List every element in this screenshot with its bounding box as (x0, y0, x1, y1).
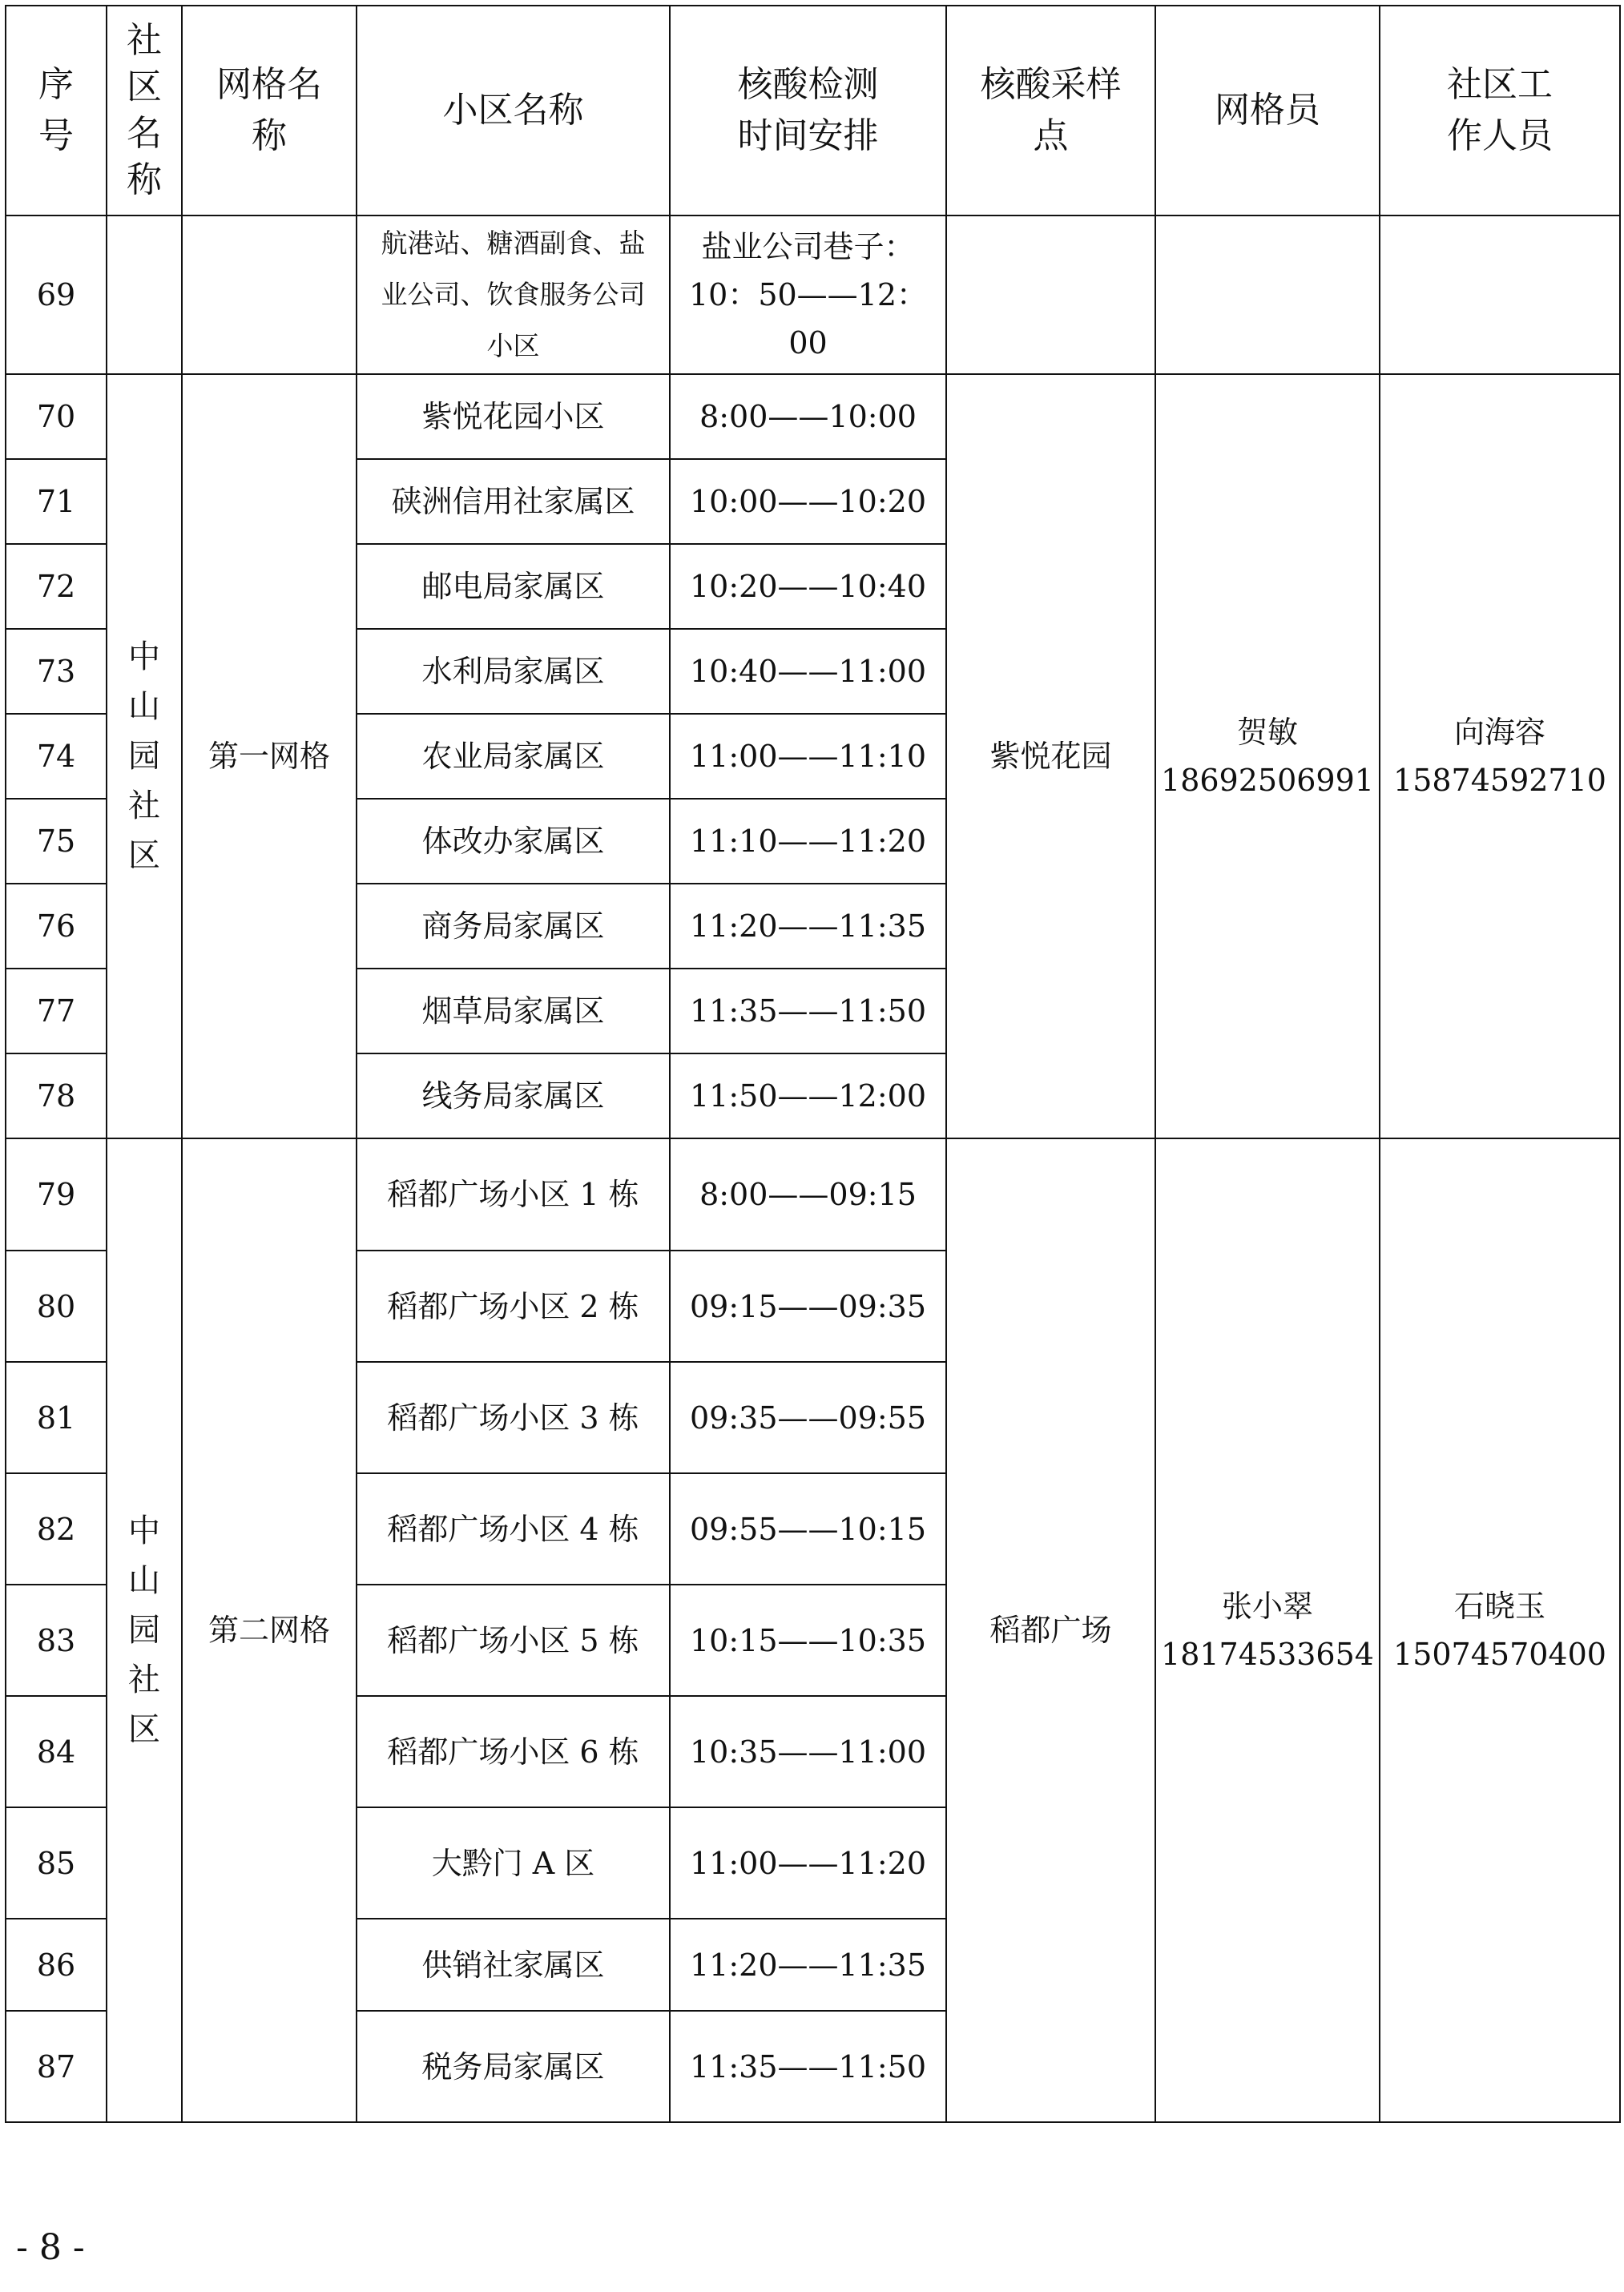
time-cell: 8:00——09:15 (670, 1138, 946, 1251)
schedule-table (5, 5, 1621, 2123)
header-row (6, 6, 1620, 216)
time-cell: 10:15——10:35 (670, 1585, 946, 1696)
seq-cell: 82 (6, 1473, 107, 1585)
time-cell: 09:55——10:15 (670, 1473, 946, 1585)
grid-cell: 第一网格 (182, 374, 357, 1138)
seq-cell: 74 (6, 714, 107, 799)
estate-cell: 水利局家属区 (357, 629, 670, 714)
time-cell: 10:20——10:40 (670, 544, 946, 629)
header-staff: 社区工 作人员 (1380, 6, 1620, 216)
estate-cell: 烟草局家属区 (357, 969, 670, 1053)
site-cell (946, 216, 1155, 374)
table-row (6, 374, 1620, 459)
estate-cell: 稻都广场小区 6 栋 (357, 1696, 670, 1807)
seq-cell: 81 (6, 1362, 107, 1473)
time-cell: 09:15——09:35 (670, 1251, 946, 1362)
time-cell: 11:50——12:00 (670, 1053, 946, 1138)
estate-cell: 紫悦花园小区 (357, 374, 670, 459)
seq-cell: 70 (6, 374, 107, 459)
estate-cell: 农业局家属区 (357, 714, 670, 799)
time-cell: 10:00——10:20 (670, 459, 946, 544)
estate-cell: 邮电局家属区 (357, 544, 670, 629)
gridworker-cell (1155, 216, 1380, 374)
staff-cell: 向海容 15874592710 (1380, 374, 1620, 1138)
time-cell: 10:40——11:00 (670, 629, 946, 714)
header-community: 社 区 名 称 (107, 6, 182, 216)
time-cell: 11:00——11:20 (670, 1807, 946, 1919)
estate-cell: 航港站、糖酒副食、盐 业公司、饮食服务公司 小区 (357, 216, 670, 374)
estate-cell: 线务局家属区 (357, 1053, 670, 1138)
estate-cell: 税务局家属区 (357, 2011, 670, 2122)
header-time: 核酸检测 时间安排 (670, 6, 946, 216)
time-cell: 11:35——11:50 (670, 969, 946, 1053)
header-site: 核酸采样 点 (946, 6, 1155, 216)
seq-cell: 76 (6, 884, 107, 969)
estate-cell: 稻都广场小区 5 栋 (357, 1585, 670, 1696)
seq-cell: 80 (6, 1251, 107, 1362)
seq-cell: 71 (6, 459, 107, 544)
header-grid: 网格名 称 (182, 6, 357, 216)
grid-cell (182, 216, 357, 374)
estate-cell: 稻都广场小区 1 栋 (357, 1138, 670, 1251)
table-row (6, 1138, 1620, 1251)
page-number: - 8 - (16, 2227, 85, 2268)
estate-cell: 稻都广场小区 3 栋 (357, 1362, 670, 1473)
seq-cell: 77 (6, 969, 107, 1053)
time-cell: 09:35——09:55 (670, 1362, 946, 1473)
community-cell (107, 216, 182, 374)
estate-cell: 稻都广场小区 4 栋 (357, 1473, 670, 1585)
seq-cell: 78 (6, 1053, 107, 1138)
staff-cell: 石晓玉 15074570400 (1380, 1138, 1620, 2122)
time-cell: 11:20——11:35 (670, 1919, 946, 2011)
seq-cell: 75 (6, 799, 107, 884)
site-cell: 稻都广场 (946, 1138, 1155, 2122)
gridworker-cell: 贺敏 18692506991 (1155, 374, 1380, 1138)
time-cell: 11:00——11:10 (670, 714, 946, 799)
seq-cell: 86 (6, 1919, 107, 2011)
estate-cell: 硖洲信用社家属区 (357, 459, 670, 544)
site-cell: 紫悦花园 (946, 374, 1155, 1138)
time-cell: 8:00——10:00 (670, 374, 946, 459)
estate-cell: 稻都广场小区 2 栋 (357, 1251, 670, 1362)
table-row (6, 216, 1620, 374)
header-seq: 序 号 (6, 6, 107, 216)
time-cell: 11:35——11:50 (670, 2011, 946, 2122)
estate-cell: 商务局家属区 (357, 884, 670, 969)
seq-cell: 79 (6, 1138, 107, 1251)
time-cell: 盐业公司巷子： 10：50——12： 00 (670, 216, 946, 374)
seq-cell: 72 (6, 544, 107, 629)
estate-cell: 体改办家属区 (357, 799, 670, 884)
community-cell: 中 山 园 社 区 (107, 1138, 182, 2122)
seq-cell: 83 (6, 1585, 107, 1696)
time-cell: 11:20——11:35 (670, 884, 946, 969)
seq-cell: 84 (6, 1696, 107, 1807)
header-gridworker: 网格员 (1155, 6, 1380, 216)
grid-cell: 第二网格 (182, 1138, 357, 2122)
group2-rows (6, 1138, 1620, 2122)
time-cell: 10:35——11:00 (670, 1696, 946, 1807)
community-cell: 中 山 园 社 区 (107, 374, 182, 1138)
group1-rows (6, 374, 1620, 1138)
seq-cell: 85 (6, 1807, 107, 1919)
seq-cell: 69 (6, 216, 107, 374)
estate-cell: 大黔门 A 区 (357, 1807, 670, 1919)
gridworker-cell: 张小翠 18174533654 (1155, 1138, 1380, 2122)
staff-cell (1380, 216, 1620, 374)
header-estate: 小区名称 (357, 6, 670, 216)
seq-cell: 87 (6, 2011, 107, 2122)
seq-cell: 73 (6, 629, 107, 714)
estate-cell: 供销社家属区 (357, 1919, 670, 2011)
time-cell: 11:10——11:20 (670, 799, 946, 884)
